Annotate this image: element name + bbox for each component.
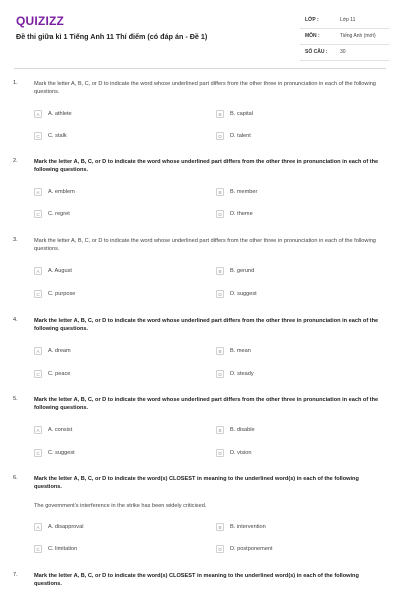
option-letter-box: C [34, 210, 42, 218]
option-letter-box: D [216, 449, 224, 457]
question-text: Mark the letter A, B, C, or D to indicate the word whose underlined part differs from the other three in pronunciation in each of the following questions. [34, 159, 379, 174]
meta-label: LỚP : [305, 17, 319, 23]
option-text: B. member [230, 189, 258, 195]
meta-row-class [300, 13, 390, 29]
meta-value: Lớp 11 [340, 17, 356, 23]
page-header [0, 0, 400, 66]
option-text: C. suggest [48, 450, 75, 456]
option-letter-box: B [216, 110, 224, 118]
option-text: D. theme [230, 211, 253, 217]
option-text: C. peace [48, 371, 71, 377]
option-text: C. limitation [48, 546, 78, 552]
option-letter-box: A [34, 426, 42, 434]
option-letter-box: D [216, 210, 224, 218]
option-letter-box: A [34, 523, 42, 531]
option-text: A. August [48, 268, 72, 274]
option-letter-box: D [216, 370, 224, 378]
option-letter-box: B [216, 523, 224, 531]
option-text: B. mean [230, 348, 251, 354]
option-text: D. postponement [230, 546, 273, 552]
question-number: 3. [13, 237, 18, 243]
meta-value: 30 [340, 49, 346, 55]
question-text: Mark the letter A, B, C, or D to indicate the word whose underlined part differs from the other three in pronunciation in each of the following questions. [34, 397, 379, 412]
option-letter-box: A [34, 267, 42, 275]
option-text: C. purpose [48, 291, 76, 297]
option-text: C. regret [48, 211, 70, 217]
option-letter-box: B [216, 347, 224, 355]
option-letter-box: D [216, 290, 224, 298]
option-text: A. consist [48, 427, 73, 433]
option-text: C. stalk [48, 133, 67, 139]
question-number: 4. [13, 317, 18, 323]
option-text: B. disable [230, 427, 255, 433]
question-text: Mark the letter A, B, C, or D to indicate the word whose underlined part differs from the other three in pronunciation in each of the following questions. [34, 81, 376, 96]
page-title: Đề thi giữa kì 1 Tiếng Anh 11 Thí điểm (có đáp án - Đề 1) [16, 32, 208, 41]
option-letter-box: C [34, 370, 42, 378]
header-divider [14, 68, 386, 69]
option-text: B. gerund [230, 268, 255, 274]
option-letter-box: A [34, 347, 42, 355]
quizizz-logo: QUIZIZZ [16, 14, 65, 28]
question-text: Mark the letter A, B, C, or D to indicate the word(s) CLOSEST in meaning to the underlined word(s) in each of the following questions. [34, 476, 359, 491]
option-text: D. vision [230, 450, 252, 456]
option-text: A. disapproval [48, 524, 84, 530]
option-text: A. athlete [48, 111, 72, 117]
option-letter-box: B [216, 267, 224, 275]
option-letter-box: C [34, 545, 42, 553]
meta-row-subject [300, 29, 390, 45]
option-letter-box: C [34, 290, 42, 298]
question-number: 1. [13, 80, 18, 86]
question-number: 5. [13, 396, 18, 402]
option-letter-box: A [34, 188, 42, 196]
option-text: A. emblem [48, 189, 75, 195]
option-text: A. dream [48, 348, 71, 354]
option-text: B. intervention [230, 524, 266, 530]
option-letter-box: C [34, 449, 42, 457]
option-letter-box: B [216, 426, 224, 434]
option-letter-box: B [216, 188, 224, 196]
meta-value: Tiếng Anh (mới) [340, 33, 376, 39]
meta-label: MÔN : [305, 33, 320, 39]
option-letter-box: D [216, 545, 224, 553]
meta-label: SỐ CÂU : [305, 49, 328, 55]
question-number: 7. [13, 572, 18, 578]
option-text: D. suggest [230, 291, 257, 297]
question-text: Mark the letter A, B, C, or D to indicate the word whose underlined part differs from the other three in pronunciation in each of the following questions. [34, 318, 379, 333]
option-text: B. capital [230, 111, 254, 117]
option-letter-box: A [34, 110, 42, 118]
question-number: 6. [13, 475, 18, 481]
question-stem: The government's interference in the strike has been widely criticised. [34, 503, 207, 509]
option-text: D. talent [230, 133, 251, 139]
question-text: Mark the letter A, B, C, or D to indicate the word(s) CLOSEST in meaning to the underlined word(s) in each of the following questions. [34, 573, 359, 588]
option-text: D. steady [230, 371, 254, 377]
meta-row-count [300, 45, 390, 61]
option-letter-box: D [216, 132, 224, 140]
question-text: Mark the letter A, B, C, or D to indicate the word whose underlined part differs from the other three in pronunciation in each of the following questions. [34, 238, 376, 253]
question-number: 2. [13, 158, 18, 164]
meta-table [300, 13, 390, 61]
option-letter-box: C [34, 132, 42, 140]
